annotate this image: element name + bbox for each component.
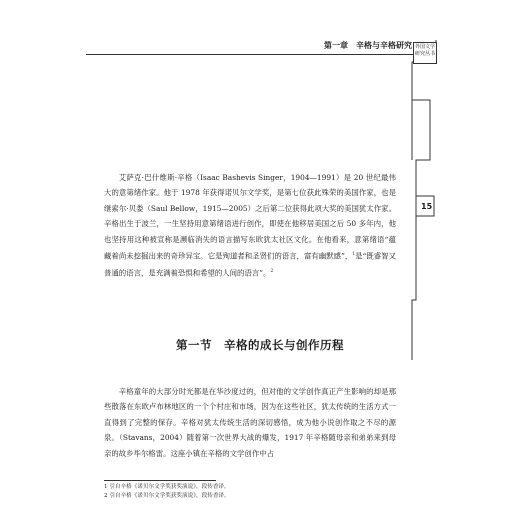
footnote-divider — [104, 480, 216, 481]
page-number: 15 — [421, 202, 433, 211]
intro-paragraph-tail: 是“既睿智又普通的语言，是充满着恐惧和希望的人间的语言”。 — [104, 251, 396, 278]
chapter-title: 第一章 辛格与辛格研究 — [324, 41, 412, 50]
footnote-2: 2 引自辛格《诺贝尔文学奖获奖演说》，段传香译。 — [104, 493, 230, 499]
footnotes — [104, 483, 396, 501]
footnote-mark-1: 1 — [352, 252, 356, 258]
footnote-mark-2: 2 — [270, 268, 274, 274]
footnote-1: 1 引自辛格《诺贝尔文学奖获奖演说》，段传香译。 — [104, 484, 230, 490]
section-paragraph — [104, 384, 396, 461]
intro-paragraph — [104, 170, 396, 281]
intro-paragraph-text: 艾萨克·巴什维斯·辛格（Isaac Bashevis Singer，1904—1991）是 20 世纪最伟大的意第绪作家。他于 1978 年获得诺贝尔文学奖，是第七位获此殊荣的美国作家，也是继索尔·贝娄（Saul Bellow，1915—2005）之后第二位获得此项大奖的美国犹太作家。辛格出生于波兰，一生坚持用意第绪语进行创作，即使在他移居美国之后 50 多年内，他也坚持用这种被宣称是濒临消失的语言描写东欧犹太社区文化。在他看来，意第绪语“蕴藏着尚未挖掘出来的奇珍异宝。它是殉道者和圣贤们的语言，富有幽默感”， — [104, 173, 396, 261]
series-logo-line-1: 外国文学 — [414, 44, 435, 50]
section-paragraph-text: 辛格童年的大部分时光都是在华沙度过的，但对他的文学创作真正产生影响的却是那些散落在东欧卢布林地区的一个个村庄和市场，因为在这些社区，犹太传统的生活方式一直得到了完整的保存。辛格对犹太传统生活的深切感悟，成为他小说创作取之不尽的源泉。（Stavans，2004）随着第一次世界大战的爆发，1917 年辛格随母亲和弟弟来到母亲的故乡毕尔格雷。这座小镇在辛格的文学创作中占 — [104, 387, 396, 458]
series-logo — [413, 42, 437, 64]
running-header — [86, 40, 436, 55]
series-logo-line-2: 研究丛书 — [414, 51, 435, 57]
section-title: 第一节 辛格的成长与创作历程 — [176, 338, 344, 352]
